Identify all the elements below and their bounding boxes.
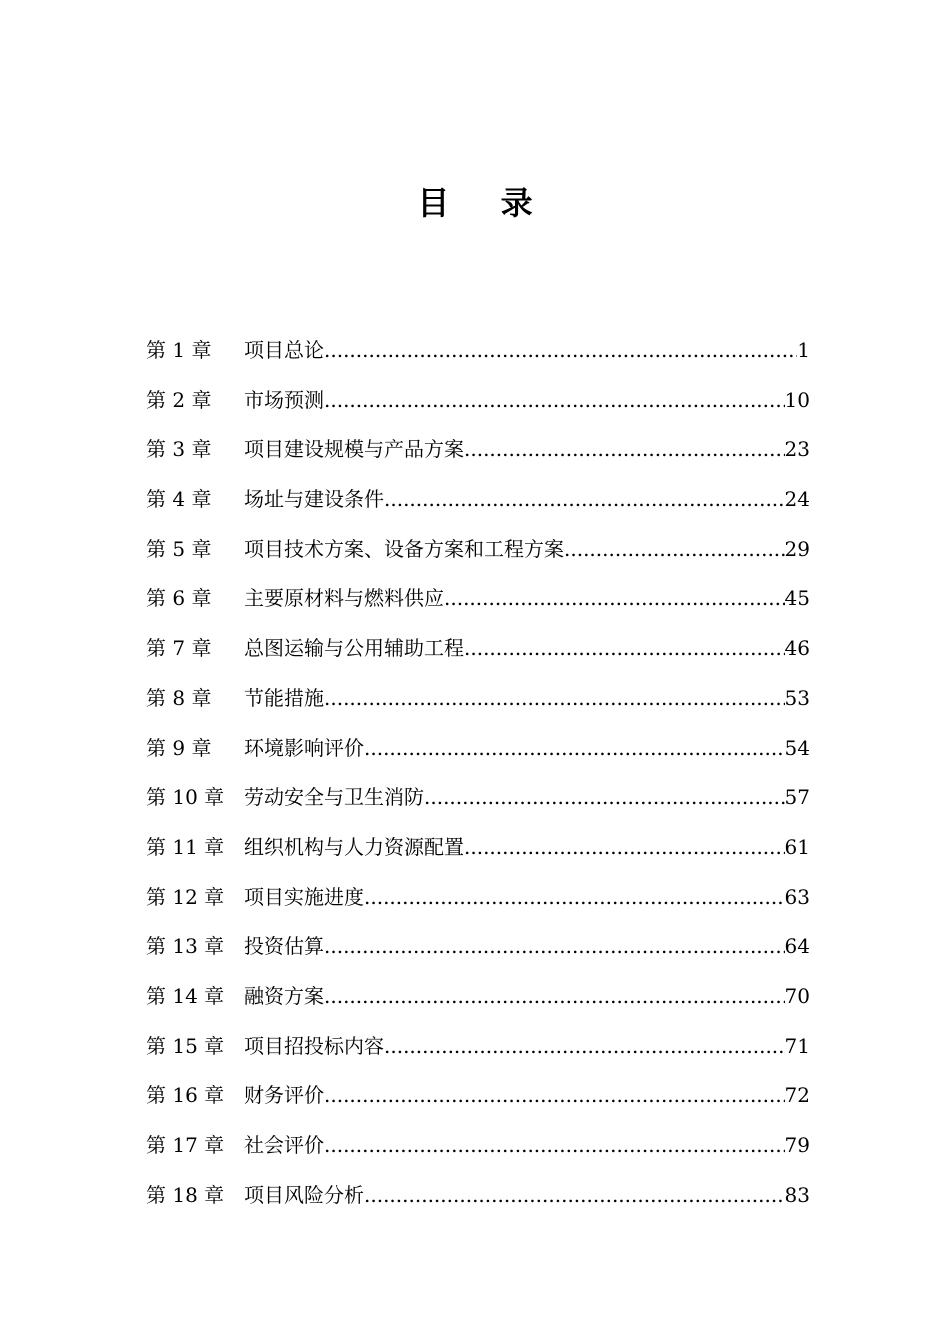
toc-chapter-number: 第 6 章	[146, 586, 212, 611]
toc-dot-leader	[324, 674, 785, 724]
toc-page-number: 23	[784, 437, 810, 462]
toc-entry[interactable]	[146, 326, 810, 376]
toc-chapter-number: 第 13 章	[146, 934, 225, 959]
toc-page-number: 57	[784, 785, 810, 810]
toc-chapter-title: 项目风险分析	[244, 1182, 364, 1207]
toc-dot-leader	[324, 1121, 785, 1171]
toc-chapter-number: 第 16 章	[146, 1083, 225, 1108]
toc-dot-leader	[364, 1171, 785, 1221]
toc-chapter-number: 第 5 章	[146, 536, 212, 561]
toc-chapter-number: 第 7 章	[146, 636, 212, 661]
toc-chapter-number: 第 14 章	[146, 983, 225, 1008]
toc-page-number: 45	[784, 586, 810, 611]
toc-dot-leader	[324, 376, 785, 426]
toc-page-number: 1	[797, 338, 810, 362]
toc-chapter-title: 项目实施进度	[244, 884, 364, 909]
toc-dot-leader	[384, 1022, 785, 1072]
toc-chapter-title: 总图运输与公用辅助工程	[244, 636, 464, 661]
toc-chapter-number: 第 18 章	[146, 1182, 225, 1207]
toc-page-number: 29	[784, 536, 810, 561]
toc-entry[interactable]	[146, 823, 810, 873]
toc-chapter-title: 环境影响评价	[244, 735, 364, 760]
toc-chapter-number: 第 10 章	[146, 785, 225, 810]
toc-entry[interactable]	[146, 475, 810, 525]
toc-chapter-number: 第 4 章	[146, 487, 212, 512]
toc-chapter-title: 项目总论	[244, 338, 324, 362]
toc-entry[interactable]	[146, 773, 810, 823]
toc-dot-leader	[464, 624, 785, 674]
toc-chapter-title: 投资估算	[244, 934, 324, 959]
toc-dot-leader	[464, 425, 785, 475]
toc-page-number: 83	[784, 1182, 810, 1207]
toc-entry[interactable]	[146, 1071, 810, 1121]
toc-chapter-number: 第 2 章	[146, 387, 212, 412]
toc-entry[interactable]	[146, 1121, 810, 1171]
toc-chapter-number: 第 9 章	[146, 735, 212, 760]
toc-entry[interactable]	[146, 376, 810, 426]
toc-entry[interactable]	[146, 525, 810, 575]
toc-dot-leader	[324, 1071, 785, 1121]
toc-chapter-number: 第 17 章	[146, 1133, 225, 1157]
toc-page-number: 61	[784, 834, 810, 859]
toc-chapter-title: 主要原材料与燃料供应	[244, 586, 444, 611]
toc-entry[interactable]	[146, 922, 810, 972]
toc-dot-leader	[324, 326, 797, 376]
toc-chapter-number: 第 12 章	[146, 884, 225, 909]
toc-entry[interactable]	[146, 1022, 810, 1072]
toc-entry[interactable]	[146, 724, 810, 774]
toc-chapter-title: 项目技术方案、设备方案和工程方案	[244, 536, 564, 561]
toc-chapter-number: 第 3 章	[146, 437, 212, 462]
toc-entry[interactable]	[146, 624, 810, 674]
toc-dot-leader	[324, 972, 785, 1022]
toc-page-number: 71	[784, 1033, 810, 1058]
toc-chapter-title: 项目招投标内容	[244, 1033, 384, 1058]
toc-entry[interactable]	[146, 425, 810, 475]
toc-chapter-title: 组织机构与人力资源配置	[244, 834, 464, 859]
toc-page-number: 53	[784, 685, 810, 710]
toc-page-number: 10	[784, 387, 810, 412]
toc-title: 目 录	[417, 184, 553, 222]
toc-chapter-title: 融资方案	[244, 983, 324, 1008]
toc-entry[interactable]	[146, 574, 810, 624]
toc-page-number: 63	[784, 884, 810, 909]
toc-page-number: 64	[784, 934, 810, 959]
toc-chapter-number: 第 8 章	[146, 685, 212, 710]
toc-list	[146, 326, 810, 1220]
toc-page-number: 24	[784, 487, 810, 512]
toc-dot-leader	[424, 773, 785, 823]
toc-dot-leader	[324, 922, 785, 972]
toc-chapter-title: 市场预测	[244, 387, 324, 412]
toc-dot-leader	[384, 475, 785, 525]
toc-chapter-title: 场址与建设条件	[244, 487, 384, 512]
toc-entry[interactable]	[146, 674, 810, 724]
toc-page-number: 46	[784, 636, 810, 661]
toc-dot-leader	[464, 823, 785, 873]
toc-chapter-title: 财务评价	[244, 1083, 324, 1108]
toc-dot-leader	[444, 574, 785, 624]
toc-chapter-title: 项目建设规模与产品方案	[244, 437, 464, 462]
toc-chapter-number: 第 15 章	[146, 1033, 225, 1058]
toc-page-number: 79	[784, 1133, 810, 1157]
toc-page-number: 70	[784, 983, 810, 1008]
toc-entry[interactable]	[146, 1171, 810, 1221]
toc-page-number: 54	[784, 735, 810, 760]
toc-dot-leader	[564, 525, 785, 575]
toc-chapter-title: 劳动安全与卫生消防	[244, 785, 424, 810]
toc-chapter-number: 第 11 章	[146, 834, 225, 859]
toc-entry[interactable]	[146, 972, 810, 1022]
toc-chapter-title: 节能措施	[244, 685, 324, 710]
toc-page-number: 72	[784, 1083, 810, 1108]
toc-dot-leader	[364, 724, 785, 774]
toc-entry[interactable]	[146, 873, 810, 923]
toc-chapter-title: 社会评价	[244, 1133, 324, 1157]
toc-chapter-number: 第 1 章	[146, 338, 212, 362]
toc-dot-leader	[364, 873, 785, 923]
